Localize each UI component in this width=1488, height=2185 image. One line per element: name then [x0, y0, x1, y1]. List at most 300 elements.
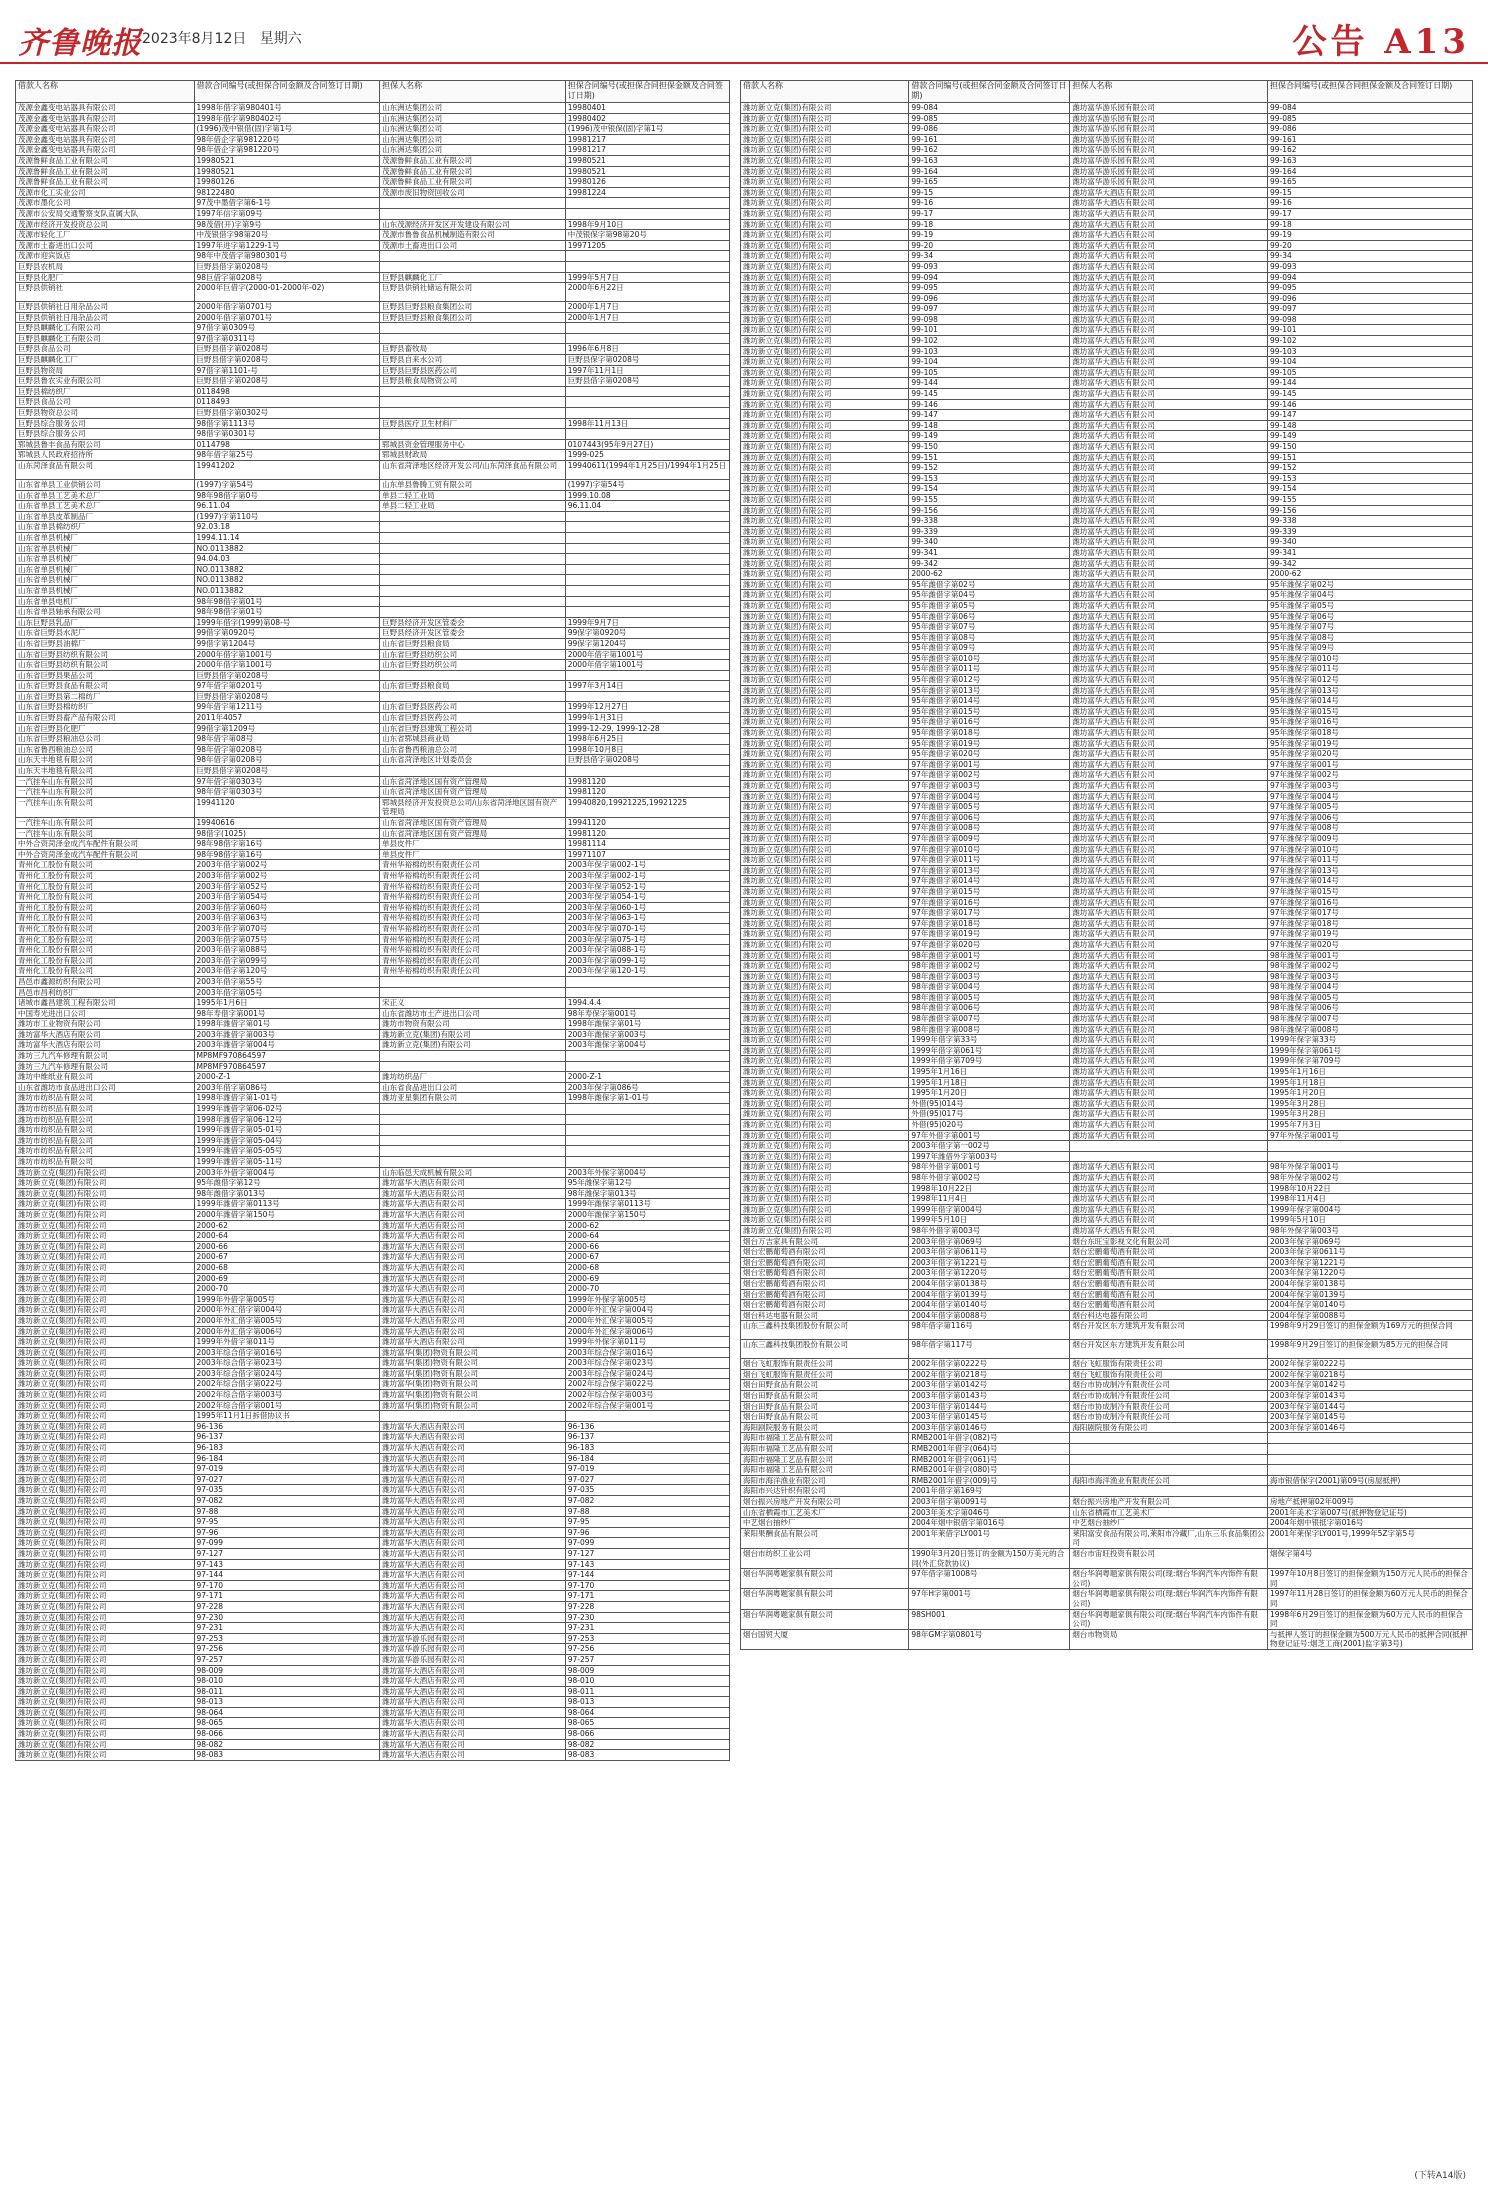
cell-guarantee-contract: 1999年保字第33号: [1268, 1035, 1473, 1046]
cell-guarantee-contract: 99-156: [1268, 505, 1473, 516]
cell-loan-contract: 97借字第0309号: [194, 323, 380, 334]
cell-guarantee-contract: 95年潍保字第06号: [1268, 611, 1473, 622]
cell-guarantor: 青州华裕棉纺织有限责任公司: [380, 934, 566, 945]
cell-borrower: 烟台宏鹏葡萄酒有限公司: [741, 1257, 909, 1268]
table-row: [16, 660, 730, 671]
table-row: [741, 1035, 1473, 1046]
cell-guarantee-contract: 98年潍保字第004号: [1268, 982, 1473, 993]
cell-borrower: 潍坊新立克(集团)有限公司: [741, 155, 909, 166]
cell-guarantee-contract: 96-184: [565, 1453, 729, 1464]
cell-guarantee-contract: 1999年5月7日: [565, 272, 729, 283]
cell-borrower: 潍坊新立克(集团)有限公司: [741, 823, 909, 834]
table-row: [741, 939, 1473, 950]
cell-loan-contract: 99-085: [909, 113, 1070, 124]
cell-loan-contract: 2003年借字第0611号: [909, 1247, 1070, 1258]
cell-guarantor: [380, 198, 566, 209]
cell-borrower: 潍坊新立克(集团)有限公司: [741, 929, 909, 940]
cell-guarantor: 烟台振兴房地产开发有限公司: [1070, 1497, 1268, 1508]
cell-guarantor: 潍坊富华大酒店有限公司: [1070, 855, 1268, 866]
table-row: [741, 1162, 1473, 1173]
cell-guarantor: 潍坊新立克(集团)有限公司: [380, 1029, 566, 1040]
table-row: [741, 325, 1473, 336]
cell-guarantor: 郓城县经济开发投资总公司/山东省菏泽地区国有资产管理局: [380, 797, 566, 817]
cell-guarantor: 烟台市协成制冷有限责任公司: [1070, 1401, 1268, 1412]
table-row: [16, 1209, 730, 1220]
cell-guarantee-contract: 1999年保字第061号: [1268, 1045, 1473, 1056]
cell-guarantee-contract: 97年潍保字第017号: [1268, 908, 1473, 919]
cell-borrower: 青州化工股份有限公司: [16, 892, 195, 903]
cell-loan-contract: 97年潍借字第011号: [909, 855, 1070, 866]
cell-borrower: 潍坊新立克(集团)有限公司: [741, 346, 909, 357]
cell-loan-contract: 2002年综合借字第003号: [194, 1390, 380, 1401]
cell-guarantor: 潍坊富华大酒店有限公司: [1070, 484, 1268, 495]
cell-guarantee-contract: 2000-67: [565, 1252, 729, 1263]
cell-guarantor: 山东省巨野县医药公司: [380, 713, 566, 724]
cell-guarantor: [380, 1051, 566, 1062]
table-row: [16, 155, 730, 166]
table-row: [16, 1654, 730, 1665]
cell-guarantee-contract: 96-137: [565, 1432, 729, 1443]
cell-guarantor: 巨野县巨野县粮食集团公司: [380, 302, 566, 313]
issue-date-text: 2023年8月12日: [142, 31, 247, 47]
table-row: [741, 1569, 1473, 1589]
cell-guarantor: 潍坊富华大酒店有限公司: [380, 1496, 566, 1507]
cell-guarantee-contract: 2003年保字第063-1号: [565, 913, 729, 924]
table-row: [741, 1215, 1473, 1226]
cell-loan-contract: 1997年潍借外字第003号: [909, 1151, 1070, 1162]
cell-borrower: 潍坊新立克(集团)有限公司: [16, 1178, 195, 1189]
cell-borrower: 潍坊新立克(集团)有限公司: [741, 177, 909, 188]
table-header-row: [16, 81, 730, 103]
cell-loan-contract: 99-163: [909, 155, 1070, 166]
cell-guarantee-contract: 2000-68: [565, 1262, 729, 1273]
cell-guarantee-contract: 95年潍保字第018号: [1268, 728, 1473, 739]
cell-guarantee-contract: 99-161: [1268, 134, 1473, 145]
table-row: [741, 802, 1473, 813]
cell-loan-contract: RMB2001年借字(064)号: [909, 1444, 1070, 1455]
table-row: [741, 1183, 1473, 1194]
cell-borrower: 潍坊新立克(集团)有限公司: [741, 283, 909, 294]
cell-guarantor: 潍坊富华大酒店有限公司: [380, 1548, 566, 1559]
cell-loan-contract: MP8MF970864597: [194, 1061, 380, 1072]
table-row: [16, 607, 730, 618]
cell-guarantor: 潍坊富华大酒店有限公司: [1070, 833, 1268, 844]
table-row: [16, 511, 730, 522]
cell-borrower: 潍坊新立克(集团)有限公司: [16, 1443, 195, 1454]
cell-guarantor: 潍坊富华大酒店有限公司: [1070, 622, 1268, 633]
cell-guarantee-contract: 98年外保字第002号: [1268, 1172, 1473, 1183]
table-row: [16, 198, 730, 209]
table-row: [741, 759, 1473, 770]
cell-borrower: 青州化工股份有限公司: [16, 923, 195, 934]
table-row: [16, 1580, 730, 1591]
table-row: [16, 923, 730, 934]
cell-loan-contract: 19980521: [194, 155, 380, 166]
cell-borrower: 巨野县农机局: [16, 261, 195, 272]
cell-guarantor: [1070, 1433, 1268, 1444]
table-row: [16, 240, 730, 251]
table-row: [741, 516, 1473, 527]
cell-guarantor: 潍坊富华大酒店有限公司: [1070, 950, 1268, 961]
cell-guarantor: 潍坊富华大酒店有限公司: [1070, 208, 1268, 219]
table-row: [741, 1151, 1473, 1162]
cell-borrower: 潍坊新立克(集团)有限公司: [741, 1098, 909, 1109]
cell-guarantor: 潍坊富华(集团)物资有限公司: [380, 1368, 566, 1379]
cell-guarantee-contract: 99-162: [1268, 145, 1473, 156]
cell-loan-contract: 99-150: [909, 442, 1070, 453]
cell-loan-contract: 96-136: [194, 1421, 380, 1432]
cell-guarantor: 潍坊富华大酒店有限公司: [1070, 992, 1268, 1003]
cell-guarantee-contract: 19940820,19921225,19921225: [565, 797, 729, 817]
cell-guarantee-contract: 2000年1月7日: [565, 312, 729, 323]
table-row: [16, 955, 730, 966]
cell-borrower: 一汽挂车山东有限公司: [16, 797, 195, 817]
cell-guarantee-contract: 1998年11月13日: [565, 418, 729, 429]
table-row: [741, 600, 1473, 611]
cell-guarantee-contract: 97年潍保字第009号: [1268, 833, 1473, 844]
cell-borrower: 山东省单县工艺美术总厂: [16, 490, 195, 501]
cell-borrower: 潍坊新立克(集团)有限公司: [741, 442, 909, 453]
table-row: [741, 103, 1473, 114]
cell-borrower: 山东省单县机械厂: [16, 532, 195, 543]
cell-borrower: 潍坊新立克(集团)有限公司: [16, 1527, 195, 1538]
cell-guarantee-contract: 1999年9月7日: [565, 617, 729, 628]
cell-loan-contract: 98年借企字第981220号: [194, 134, 380, 145]
table-row: [741, 346, 1473, 357]
table-row: [741, 622, 1473, 633]
cell-borrower: 潍坊新立克(集团)有限公司: [16, 1485, 195, 1496]
cell-borrower: 中艺烟台抽纱厂: [741, 1518, 909, 1529]
cell-borrower: 潍坊新立克(集团)有限公司: [741, 452, 909, 463]
cell-guarantor: 潍坊富华大酒店有限公司: [1070, 632, 1268, 643]
table-row: [16, 1400, 730, 1411]
cell-loan-contract: (1996)茂中银借(固)字第1号: [194, 124, 380, 135]
header-loan-contract: 借款合同编号(或担保合同金额及合同签订日期): [909, 81, 1070, 103]
table-row: [741, 304, 1473, 315]
cell-borrower: 潍坊新立克(集团)有限公司: [741, 526, 909, 537]
table-row: [16, 1559, 730, 1570]
cell-borrower: 青州化工股份有限公司: [16, 860, 195, 871]
cell-loan-contract: 98年借字第0303号: [194, 787, 380, 798]
cell-guarantor: 潍坊富华游乐园有限公司: [1070, 166, 1268, 177]
table-row: [741, 728, 1473, 739]
cell-guarantee-contract: 2002年保字第0222号: [1268, 1359, 1473, 1370]
cell-borrower: 潍坊新立克(集团)有限公司: [16, 1686, 195, 1697]
cell-borrower: 一汽挂车山东有限公司: [16, 787, 195, 798]
table-row: [16, 797, 730, 817]
cell-borrower: 巨野县供销社: [16, 283, 195, 302]
cell-guarantee-contract: 99-17: [1268, 208, 1473, 219]
cell-guarantee-contract: 99-15: [1268, 187, 1473, 198]
cell-borrower: 潍坊新立克(集团)有限公司: [741, 389, 909, 400]
cell-guarantor: 潍坊富华大酒店有限公司: [1070, 1088, 1268, 1099]
table-row: [741, 1278, 1473, 1289]
cell-guarantee-contract: 1998年9月29日签订的担保金额为169万元的担保合同: [1268, 1321, 1473, 1340]
cell-guarantor: 潍坊富华(集团)物资有限公司: [380, 1390, 566, 1401]
table-row: [741, 781, 1473, 792]
cell-borrower: 山东巨野县乳品厂: [16, 617, 195, 628]
cell-loan-contract: 98年借字第25号: [194, 450, 380, 461]
cell-borrower: 潍坊新立克(集团)有限公司: [16, 1411, 195, 1422]
cell-guarantor: 潍坊富华大酒店有限公司: [1070, 1215, 1268, 1226]
cell-guarantee-contract: [565, 1157, 729, 1168]
cell-guarantor: 潍坊富华大酒店有限公司: [380, 1294, 566, 1305]
cell-borrower: 潍坊新立克(集团)有限公司: [16, 1337, 195, 1348]
cell-loan-contract: 98借字(1025): [194, 828, 380, 839]
table-row: [741, 1056, 1473, 1067]
cell-borrower: 海阳市兴达针织有限公司: [741, 1486, 909, 1497]
cell-guarantor: 潍坊富华大酒店有限公司: [380, 1273, 566, 1284]
cell-borrower: 潍坊新立克(集团)有限公司: [741, 1194, 909, 1205]
cell-loan-contract: 1995年1月20日: [909, 1088, 1070, 1099]
table-row: [741, 1369, 1473, 1380]
cell-guarantee-contract: 97-019: [565, 1464, 729, 1475]
cell-loan-contract: 2000-62: [909, 569, 1070, 580]
table-row: [16, 251, 730, 262]
table-row: [741, 611, 1473, 622]
cell-borrower: 茂源金鑫变电站器具有限公司: [16, 113, 195, 124]
table-row: [16, 1135, 730, 1146]
cell-guarantee-contract: 97-257: [565, 1654, 729, 1665]
cell-loan-contract: 99-148: [909, 420, 1070, 431]
cell-guarantor: 山东省巨野县建筑工程公司: [380, 723, 566, 734]
cell-loan-contract: 97年潍借字第019号: [909, 929, 1070, 940]
table-row: [741, 1194, 1473, 1205]
cell-guarantee-contract: 2001年美术字第007号(抵押物登记证号): [1268, 1507, 1473, 1518]
cell-loan-contract: 2003年潍借字第003号: [194, 1029, 380, 1040]
cell-loan-contract: 97年外借字第001号: [909, 1130, 1070, 1141]
cell-loan-contract: 2004年借字第0139号: [909, 1289, 1070, 1300]
cell-loan-contract: 2003年借字第088号: [194, 945, 380, 956]
cell-guarantee-contract: 97-082: [565, 1496, 729, 1507]
cell-guarantee-contract: 2003年保字第1221号: [1268, 1257, 1473, 1268]
cell-loan-contract: 2004年借字第0088号: [909, 1310, 1070, 1321]
table-row: [741, 1024, 1473, 1035]
cell-loan-contract: 98-083: [194, 1750, 380, 1761]
cell-loan-contract: 99-164: [909, 166, 1070, 177]
cell-borrower: 烟台市纺织工业公司: [741, 1548, 909, 1568]
cell-loan-contract: 98年潍借字第008号: [909, 1024, 1070, 1035]
cell-loan-contract: 巨野县借字第0208号: [194, 261, 380, 272]
cell-loan-contract: 98年98借字第16号: [194, 849, 380, 860]
table-row: [16, 1474, 730, 1485]
cell-guarantor: 潍坊富华大酒店有限公司: [380, 1750, 566, 1761]
cell-loan-contract: 96-184: [194, 1453, 380, 1464]
cell-guarantee-contract: 99-163: [1268, 155, 1473, 166]
cell-guarantor: [380, 691, 566, 702]
cell-guarantor: 烟台宏鹏葡萄酒有限公司: [1070, 1289, 1268, 1300]
cell-guarantee-contract: 99-098: [1268, 314, 1473, 325]
cell-guarantee-contract: (1996)茂中银保(固)字第1号: [565, 124, 729, 135]
cell-borrower: 山东省单县工艺美术总厂: [16, 501, 195, 512]
cell-loan-contract: 98-082: [194, 1739, 380, 1750]
cell-loan-contract: 2003年借字第1220号: [909, 1268, 1070, 1279]
cell-guarantor: 烟台宏鹏葡萄酒有限公司: [1070, 1278, 1268, 1289]
cell-borrower: 青州化工股份有限公司: [16, 945, 195, 956]
cell-borrower: 青州化工股份有限公司: [16, 913, 195, 924]
cell-guarantor: 烟台华润粤题家俱有限公司(现:烟台华润汽车内饰件有限公司): [1070, 1609, 1268, 1629]
cell-borrower: 潍坊新立克(集团)有限公司: [741, 1045, 909, 1056]
cell-guarantee-contract: [565, 429, 729, 440]
cell-loan-contract: 1994.11.14: [194, 532, 380, 543]
cell-loan-contract: 2003年借字第0143号: [909, 1391, 1070, 1402]
table-row: [16, 439, 730, 450]
cell-guarantee-contract: 97-127: [565, 1548, 729, 1559]
cell-loan-contract: 97年借字第1008号: [909, 1569, 1070, 1589]
cell-guarantor: 潍坊富华大酒店有限公司: [380, 1315, 566, 1326]
cell-loan-contract: 99-152: [909, 463, 1070, 474]
cell-guarantor: 潍坊富华大酒店有限公司: [380, 1188, 566, 1199]
cell-guarantee-contract: 95年潍保字第014号: [1268, 696, 1473, 707]
cell-borrower: 潍坊新立克(集团)有限公司: [741, 812, 909, 823]
cell-loan-contract: 99-144: [909, 378, 1070, 389]
cell-guarantor: 潍坊富华大酒店有限公司: [380, 1241, 566, 1252]
cell-loan-contract: 99-095: [909, 283, 1070, 294]
cell-borrower: 昌邑市鑫源纺织有限公司: [16, 976, 195, 987]
cell-guarantor: [380, 596, 566, 607]
cell-guarantee-contract: 99-152: [1268, 463, 1473, 474]
cell-borrower: 潍坊新立克(集团)有限公司: [741, 516, 909, 527]
cell-guarantee-contract: 98年潍保字第003号: [1268, 971, 1473, 982]
cell-guarantee-contract: 1997年11月1日: [565, 365, 729, 376]
cell-guarantor: 烟台开发区东方建筑开发有限公司: [1070, 1340, 1268, 1359]
cell-loan-contract: 98-011: [194, 1686, 380, 1697]
cell-guarantor: 潍坊富华大酒店有限公司: [1070, 802, 1268, 813]
table-row: [16, 1443, 730, 1454]
cell-loan-contract: 1999年借字第33号: [909, 1035, 1070, 1046]
cell-loan-contract: 99-161: [909, 134, 1070, 145]
table-row: [741, 537, 1473, 548]
cell-guarantee-contract: 97年潍保字第011号: [1268, 855, 1473, 866]
cell-guarantee-contract: 19981120: [565, 787, 729, 798]
cell-guarantor: [380, 1146, 566, 1157]
table-row: [16, 1188, 730, 1199]
cell-guarantor: 潍坊富华大酒店有限公司: [1070, 357, 1268, 368]
cell-guarantor: 烟台宏鹏葡萄酒有限公司: [1070, 1268, 1268, 1279]
cell-guarantor: 潍坊富华大酒店有限公司: [1070, 876, 1268, 887]
table-row: [741, 484, 1473, 495]
table-row: [16, 681, 730, 692]
cell-guarantee-contract: 99-155: [1268, 494, 1473, 505]
cell-borrower: 茂源市经济开发投资总公司: [16, 219, 195, 230]
cell-guarantee-contract: 2003年保字第120-1号: [565, 966, 729, 977]
cell-guarantee-contract: 19981217: [565, 134, 729, 145]
cell-guarantee-contract: 98年寿保字第001号: [565, 1008, 729, 1019]
cell-guarantee-contract: 2003年保字第060-1号: [565, 902, 729, 913]
table-row: [741, 823, 1473, 834]
cell-guarantor: [380, 429, 566, 440]
table-row: [16, 187, 730, 198]
cell-guarantor: 中艺烟台抽纱厂: [1070, 1518, 1268, 1529]
left-column: [15, 80, 730, 1761]
cell-loan-contract: 1997年进字第1229-1号: [194, 240, 380, 251]
cell-borrower: 烟台飞虹服饰有限责任公司: [741, 1369, 909, 1380]
table-row: [741, 378, 1473, 389]
table-row: [16, 554, 730, 565]
cell-borrower: 山东省单县机械厂: [16, 554, 195, 565]
cell-guarantee-contract: [565, 397, 729, 408]
cell-loan-contract: (1997)字第54号: [194, 480, 380, 491]
table-row: [741, 547, 1473, 558]
cell-guarantee-contract: 99-154: [1268, 484, 1473, 495]
cell-guarantor: [380, 607, 566, 618]
header-guarantee-contract: 担保合同编号(或担保合同担保金额及合同签订日期): [1268, 81, 1473, 103]
cell-guarantee-contract: 2003年保字第0145号: [1268, 1412, 1473, 1423]
table-row: [741, 1340, 1473, 1359]
cell-loan-contract: 2003年借字第0144号: [909, 1401, 1070, 1412]
cell-guarantee-contract: 2002年综合保字第001号: [565, 1400, 729, 1411]
cell-loan-contract: 98年98借字第01号: [194, 596, 380, 607]
table-row: [16, 1750, 730, 1761]
table-row: [16, 1718, 730, 1729]
cell-loan-contract: 2003年美术字第046号: [909, 1507, 1070, 1518]
cell-borrower: 烟台科达电器有限公司: [741, 1310, 909, 1321]
cell-guarantee-contract: 98年外保字第003号: [1268, 1225, 1473, 1236]
cell-loan-contract: 94.04.03: [194, 554, 380, 565]
cell-guarantor: 潍坊富华大酒店有限公司: [380, 1676, 566, 1687]
cell-guarantee-contract: 1999年外保字第011号: [565, 1337, 729, 1348]
cell-loan-contract: 97-035: [194, 1485, 380, 1496]
cell-guarantor: 郓城县资金管理服务中心: [380, 439, 566, 450]
cell-borrower: 潍坊新立克(集团)有限公司: [16, 1390, 195, 1401]
cell-guarantee-contract: 97-256: [565, 1644, 729, 1655]
cell-guarantee-contract: 1995年1月16日: [1268, 1067, 1473, 1078]
cell-borrower: 巨野县麒麟化工厂: [16, 355, 195, 366]
cell-guarantee-contract: 99-105: [1268, 367, 1473, 378]
cell-guarantor: 潍坊富华大酒店有限公司: [1070, 219, 1268, 230]
cell-guarantor: 潍坊富华大酒店有限公司: [1070, 961, 1268, 972]
table-row: [741, 812, 1473, 823]
cell-guarantor: 烟台市协成制冷有限责任公司: [1070, 1391, 1268, 1402]
cell-guarantee-contract: 2000-70: [565, 1284, 729, 1295]
cell-guarantor: 茂源鲁鲜食品工业有限公司: [380, 166, 566, 177]
cell-borrower: 潍坊新立克(集团)有限公司: [16, 1379, 195, 1390]
table-row: [16, 1453, 730, 1464]
cell-borrower: 山东天丰地毯有限公司: [16, 755, 195, 766]
cell-loan-contract: 97-228: [194, 1601, 380, 1612]
table-row: [741, 706, 1473, 717]
cell-guarantor: [380, 333, 566, 344]
cell-borrower: 茂源市公安局交通警察支队直属大队: [16, 208, 195, 219]
cell-guarantor: 烟台飞虹服饰有限责任公司: [1070, 1359, 1268, 1370]
cell-guarantee-contract: 1999-025: [565, 450, 729, 461]
cell-loan-contract: 97年潍借字第018号: [909, 918, 1070, 929]
cell-guarantor: [380, 976, 566, 987]
cell-guarantor: 潍坊富华大酒店有限公司: [1070, 240, 1268, 251]
cell-guarantor: 巨野县自来水公司: [380, 355, 566, 366]
cell-borrower: 中国寿光进出口公司: [16, 1008, 195, 1019]
table-row: [16, 1273, 730, 1284]
table-row: [16, 1464, 730, 1475]
cell-loan-contract: 2003年借字第069号: [909, 1236, 1070, 1247]
cell-guarantor: 潍坊富华游乐园有限公司: [1070, 103, 1268, 114]
table-row: [16, 766, 730, 777]
cell-loan-contract: 2004年借字第0140号: [909, 1300, 1070, 1311]
cell-guarantee-contract: 98年潍保字第013号: [565, 1188, 729, 1199]
cell-guarantee-contract: 2004年保字第0140号: [1268, 1300, 1473, 1311]
table-row: [741, 1433, 1473, 1444]
cell-loan-contract: 1995年1月18日: [909, 1077, 1070, 1088]
table-row: [16, 870, 730, 881]
section-heading: [1292, 14, 1470, 63]
cell-borrower: 潍坊新立克(集团)有限公司: [741, 1183, 909, 1194]
cell-loan-contract: 99借字第1204号: [194, 638, 380, 649]
table-row: [16, 323, 730, 334]
cell-loan-contract: 98年外借字第003号: [909, 1225, 1070, 1236]
table-row: [16, 1072, 730, 1083]
cell-guarantee-contract: 1997年10月8日签订的担保金额为150万元人民币的担保合同: [1268, 1569, 1473, 1589]
right-table-body: [741, 103, 1473, 1650]
